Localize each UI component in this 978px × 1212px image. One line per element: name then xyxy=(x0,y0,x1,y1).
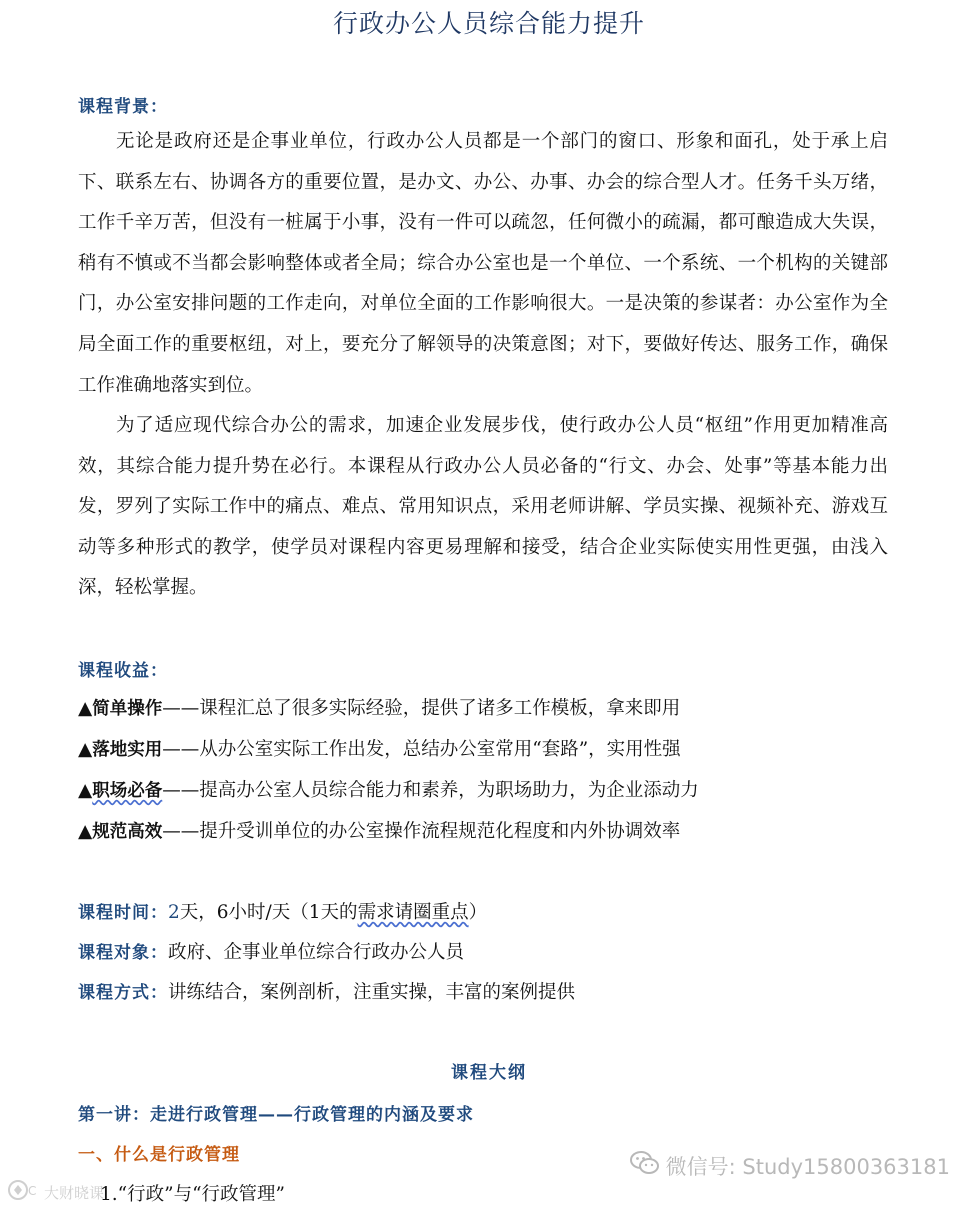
benefit-title: 规范高效 xyxy=(92,822,163,842)
background-paragraph-2: 为了适应现代综合办公的需求，加速企业发展步伐，使行政办公人员“枢纽”作用更加精准高效，其综合能力提升势在必行。本课程从行政办公人员必备的“行文、办会、处事”等基本能力出发，罗列了实际工作中的痛点、难点、常用知识点，采用老师讲解、学员实操、视频补充、游戏互动等多种形式的教学，使学员对课程内容更易理解和接受，结合企业实际使实用性更强，由浅入深，轻松掌握。 xyxy=(78,415,888,599)
svg-text:C: C xyxy=(28,1184,37,1198)
background-heading: 课程背景： xyxy=(78,97,168,117)
benefit-title: 职场必备 xyxy=(92,781,163,801)
document-title: 行政办公人员综合能力提升 xyxy=(332,9,645,38)
benefit-item-2 xyxy=(78,735,681,761)
wechat-id-text: 微信号: Study15800363181 xyxy=(665,1154,950,1179)
sub-item-text: “行政”与“行政管理” xyxy=(117,1184,285,1205)
benefit-item-1 xyxy=(78,694,680,720)
triangle-bullet-icon: ▲ xyxy=(78,698,93,719)
benefit-item-4 xyxy=(78,817,680,843)
course-method-label: 课程方式： xyxy=(78,983,168,1003)
benefit-text: 课程汇总了很多实际经验，提供了诸多工作模板，拿来即用 xyxy=(199,698,681,719)
logo-watermark xyxy=(6,1178,104,1206)
course-audience xyxy=(78,938,464,964)
wechat-watermark xyxy=(630,1150,950,1181)
triangle-bullet-icon: ▲ xyxy=(78,780,93,801)
course-time xyxy=(78,898,487,924)
triangle-bullet-icon: ▲ xyxy=(78,821,93,842)
course-audience-value: 政府、企事业单位综合行政办公人员 xyxy=(168,942,465,963)
logo-text: 大财晓课 xyxy=(44,1183,105,1202)
logo-icon xyxy=(6,1178,40,1206)
course-time-note: 需求请圈重点 xyxy=(357,902,469,923)
benefit-title: 落地实用 xyxy=(92,740,163,760)
benefit-text: 提高办公室人员综合能力和素养，为职场助力，为企业添动力 xyxy=(199,780,699,801)
course-time-value: 天，6小时/天（1天的 xyxy=(179,902,358,923)
benefits-heading: 课程收益： xyxy=(78,661,168,681)
benefit-dash: —— xyxy=(162,698,200,719)
background-paragraph-1: 无论是政府还是企事业单位，行政办公人员都是一个部门的窗口、形象和面孔，处于承上启下、联系左右、协调各方的重要位置，是办文、办公、办事、办会的综合型人才。任务千头万绪，工作千辛万苦，但没有一桩属于小事，没有一件可以疏忽，任何微小的疏漏，都可酿造成大失误，稍有不慎或不当都会影响整体或者全局；综合办公室也是一个单位、一个系统、一个机构的关键部门，办公室安排问题的工作走向，对单位全面的工作影响很大。一是决策的参谋者：办公室作为全局全面工作的重要枢纽，对上，要充分了解领导的决策意图；对下，要做好传达、服务工作，确保工作准确地落实到位。 xyxy=(78,131,888,396)
course-method-value: 讲练结合，案例剖析，注重实操，丰富的案例提供 xyxy=(168,982,576,1003)
benefit-title: 简单操作 xyxy=(92,699,163,719)
benefit-dash: —— xyxy=(162,821,200,842)
section-1-heading: 一、什么是行政管理 xyxy=(78,1145,240,1165)
sub-item-number: 1. xyxy=(100,1184,118,1205)
benefit-text: 提升受训单位的办公室操作流程规范化程度和内外协调效率 xyxy=(199,821,681,842)
course-time-label: 课程时间： xyxy=(78,903,168,923)
sub-item-1 xyxy=(100,1180,285,1206)
wechat-icon xyxy=(630,1150,660,1181)
course-time-days: 2 xyxy=(168,902,180,923)
triangle-bullet-icon: ▲ xyxy=(78,739,93,760)
benefit-dash: —— xyxy=(162,780,200,801)
benefit-dash: —— xyxy=(162,739,200,760)
course-method xyxy=(78,978,575,1004)
benefit-text: 从办公室实际工作出发，总结办公室常用“套路”，实用性强 xyxy=(199,739,681,760)
course-audience-label: 课程对象： xyxy=(78,943,168,963)
outline-title: 课程大纲 xyxy=(451,1063,527,1083)
benefit-item-3 xyxy=(78,776,699,802)
lecture-1-heading: 第一讲：走进行政管理——行政管理的内涵及要求 xyxy=(78,1105,474,1125)
course-time-value-end: ） xyxy=(468,902,488,923)
